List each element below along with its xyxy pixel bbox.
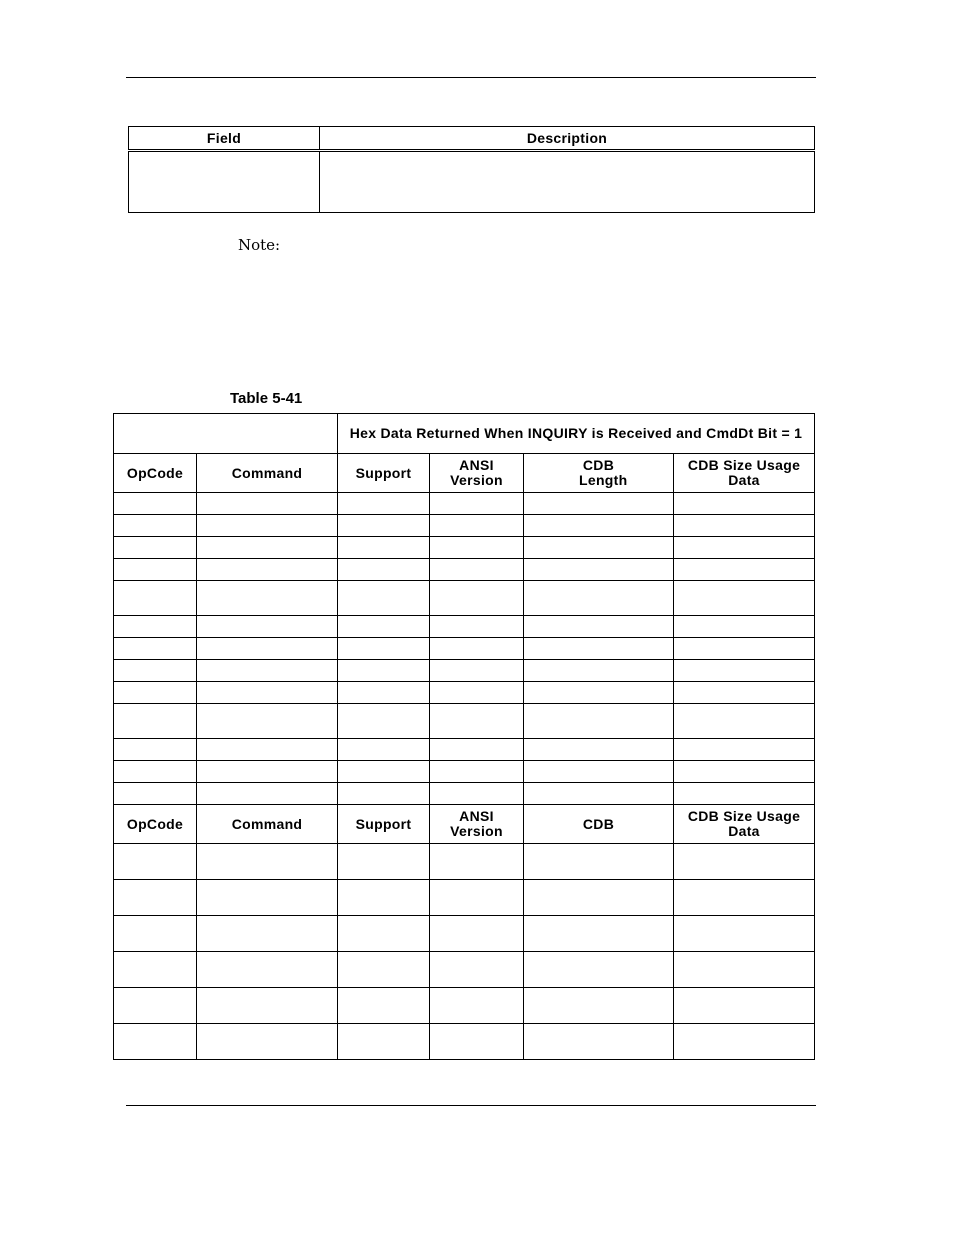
blank-header-cell bbox=[114, 414, 338, 454]
table-row bbox=[114, 844, 815, 880]
cdb-length-header: CDB Length bbox=[524, 454, 674, 493]
cdb-size-usage-header: CDB Size Usage Data bbox=[674, 805, 815, 844]
table-row bbox=[114, 988, 815, 1024]
ansi-version-header: ANSI Version bbox=[430, 805, 524, 844]
table-row bbox=[114, 1024, 815, 1060]
field-description-table bbox=[128, 126, 815, 213]
bottom-rule bbox=[126, 1105, 816, 1106]
table-row bbox=[114, 704, 815, 739]
table-row bbox=[114, 616, 815, 638]
top-rule bbox=[126, 77, 816, 78]
table-row bbox=[114, 916, 815, 952]
description-cell bbox=[320, 151, 815, 213]
table-row bbox=[114, 952, 815, 988]
table-caption: Table 5-41 bbox=[230, 390, 303, 407]
field-header: Field bbox=[129, 127, 320, 151]
field-cell bbox=[129, 151, 320, 213]
ansi-version-header: ANSI Version bbox=[430, 454, 524, 493]
table-row bbox=[114, 682, 815, 704]
table-row bbox=[114, 581, 815, 616]
support-header: Support bbox=[338, 454, 430, 493]
note-label: Note: bbox=[238, 236, 281, 254]
cdb-size-usage-header: CDB Size Usage Data bbox=[674, 454, 815, 493]
table-row bbox=[114, 638, 815, 660]
inquiry-cmddt-table bbox=[113, 413, 815, 1060]
table-row bbox=[114, 515, 815, 537]
opcode-header: OpCode bbox=[114, 454, 197, 493]
table-row bbox=[114, 783, 815, 805]
opcode-header: OpCode bbox=[114, 805, 197, 844]
table-row bbox=[114, 880, 815, 916]
hex-data-span-header: Hex Data Returned When INQUIRY is Received and CmdDt Bit = 1 bbox=[338, 414, 815, 454]
table-row bbox=[114, 559, 815, 581]
command-header: Command bbox=[197, 454, 338, 493]
command-header: Command bbox=[197, 805, 338, 844]
table-row bbox=[114, 739, 815, 761]
cdb-header: CDB bbox=[524, 805, 674, 844]
table-row bbox=[114, 761, 815, 783]
description-header: Description bbox=[320, 127, 815, 151]
table-row bbox=[114, 660, 815, 682]
table-row bbox=[114, 493, 815, 515]
table-row bbox=[114, 537, 815, 559]
support-header: Support bbox=[338, 805, 430, 844]
